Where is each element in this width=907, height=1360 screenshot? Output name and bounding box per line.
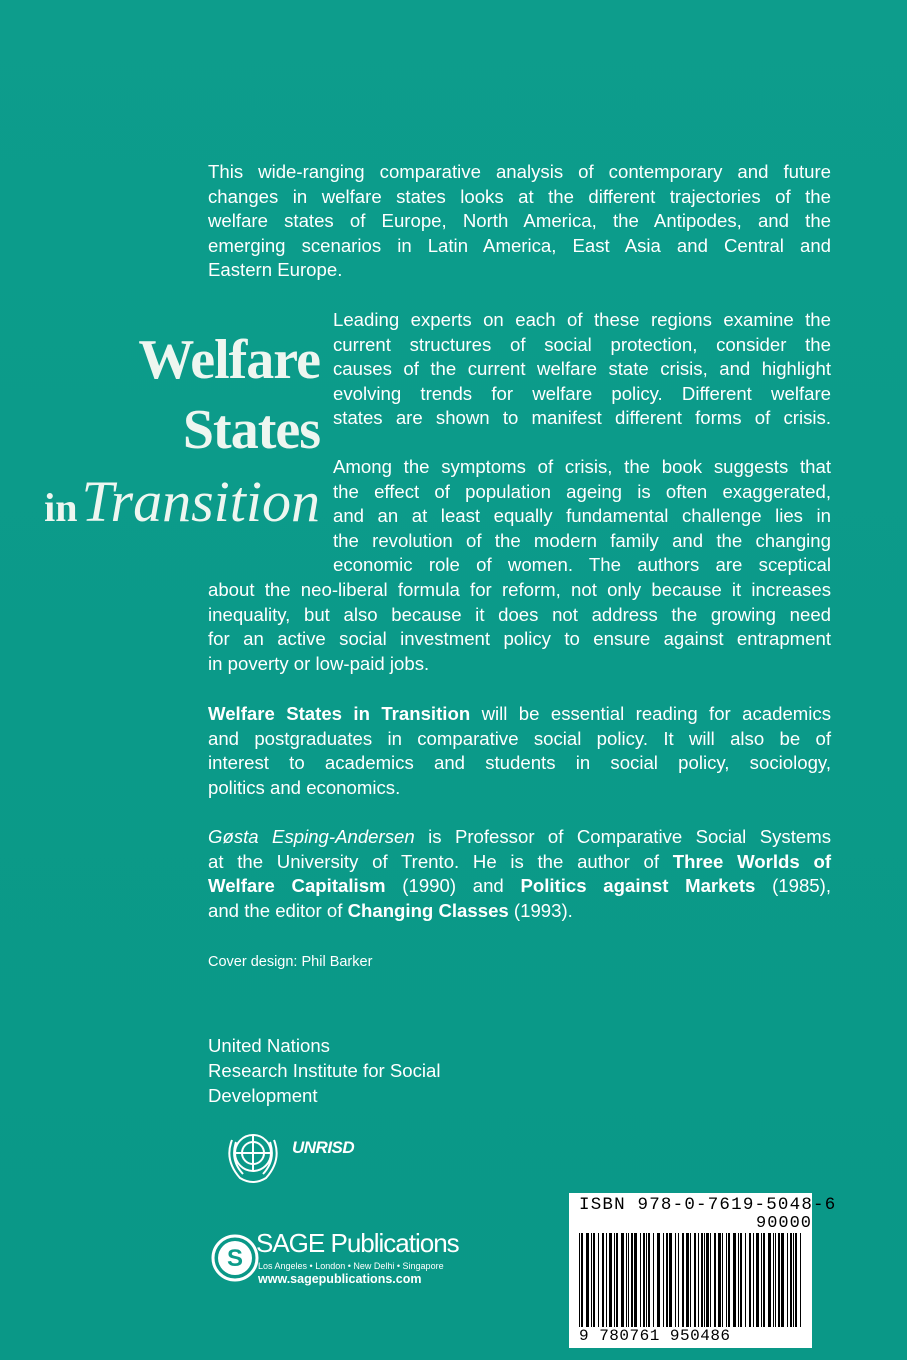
barcode-bar: [756, 1233, 759, 1327]
barcode-bar: [790, 1233, 792, 1327]
barcode-bar: [616, 1233, 618, 1327]
text-line: Development: [208, 1085, 318, 1106]
text-line: and postgraduates in comparative social policy. It will also be of: [208, 727, 831, 749]
barcode-bar: [609, 1233, 612, 1327]
text-line: Eastern Europe.: [208, 259, 343, 281]
text-line: evolving trends for welfare policy. Different welfare: [333, 382, 831, 404]
text-line: emerging scenarios in Latin America, East Asia and Central and: [208, 234, 831, 256]
price-addon: 90000: [756, 1214, 813, 1233]
barcode-bar: [698, 1233, 699, 1327]
sage-mark-letter: S: [226, 1245, 244, 1272]
blurb-paragraph-2: [333, 308, 831, 431]
barcode-bar: [678, 1233, 679, 1327]
text-line: economic role of women. The authors are sceptical: [333, 554, 831, 576]
book-title-bold: Welfare Capitalism: [208, 875, 386, 897]
barcode-bar: [669, 1233, 672, 1327]
title-transition: Transition: [81, 469, 320, 534]
barcode-bar: [701, 1233, 703, 1327]
blurb-paragraph-4: [208, 702, 831, 800]
book-title-bold: Changing Classes: [347, 899, 509, 921]
barcode-bar: [675, 1233, 676, 1327]
barcode-bar: [614, 1233, 615, 1327]
text-line: Leading experts on each of these regions examine the: [333, 309, 831, 330]
barcode-bar: [648, 1233, 650, 1327]
barcode-bars: [579, 1233, 803, 1329]
barcode-bar: [666, 1233, 668, 1327]
barcode-bar: [714, 1233, 716, 1327]
text-line: states are shown to manifest different forms of crisis.: [333, 407, 831, 429]
barcode-bar: [800, 1233, 801, 1327]
barcode-bar: [763, 1233, 765, 1327]
barcode-bar: [749, 1233, 751, 1327]
author-bio: [208, 825, 831, 923]
barcode-bar: [602, 1233, 604, 1327]
book-title-bold: Welfare States in Transition: [208, 703, 471, 724]
barcode-bar: [704, 1233, 705, 1327]
author-name: Gøsta Esping-Andersen: [208, 826, 415, 847]
sage-logo-icon: [210, 1233, 260, 1283]
title-in: in: [44, 485, 78, 530]
barcode-bar: [694, 1233, 696, 1327]
barcode-bar: [643, 1233, 645, 1327]
text-line: [208, 702, 831, 727]
barcode-bar: [795, 1233, 797, 1327]
text-line: inequality, but also because it does not address the growing need: [208, 603, 831, 625]
isbn-text: ISBN 978-0-7619-5048-6: [579, 1195, 837, 1215]
text-line: interest to academics and students in social policy, sociology,: [208, 752, 831, 774]
barcode-bar: [646, 1233, 647, 1327]
barcode-bar: [773, 1233, 774, 1327]
barcode-bar: [598, 1233, 599, 1327]
barcode-bar: [793, 1233, 794, 1327]
barcode-bar: [710, 1233, 711, 1327]
barcode-bar: [593, 1233, 595, 1327]
barcode-bar: [591, 1233, 592, 1327]
barcode-bar: [778, 1233, 780, 1327]
ean-digits: 9 780761 950486: [579, 1327, 731, 1345]
text-line: [208, 825, 831, 850]
unrisd-logo: UNRISD: [292, 1138, 355, 1157]
barcode-bar: [690, 1233, 691, 1327]
text-line: current structures of social protection, consider the: [333, 333, 831, 355]
text-line: Research Institute for Social: [208, 1060, 441, 1081]
barcode-bar: [733, 1233, 736, 1327]
barcode-bar: [728, 1233, 730, 1327]
text-fragment: will be essential reading for academics: [470, 703, 832, 724]
barcode-bar: [682, 1233, 684, 1327]
text-fragment: (1985),: [755, 875, 832, 897]
barcode-bar: [768, 1233, 771, 1327]
barcode-bar: [663, 1233, 664, 1327]
text-line: changes in welfare states looks at the different trajectories of the: [208, 185, 831, 207]
text-fragment: is Professor of Comparative Social Systems: [414, 826, 831, 847]
title-line-3: [30, 465, 320, 554]
barcode-bar: [718, 1233, 721, 1327]
barcode-bar: [626, 1233, 627, 1327]
text-line: [208, 850, 831, 875]
blurb-paragraph-3-bottom: [208, 578, 831, 676]
barcode-bar: [653, 1233, 654, 1327]
barcode-bar: [781, 1233, 784, 1327]
text-line: Among the symptoms of crisis, the book suggests that: [333, 456, 831, 477]
isbn-barcode: [569, 1193, 837, 1348]
barcode-bar: [775, 1233, 776, 1327]
book-title-bold: Politics against Markets: [520, 875, 756, 897]
text-fragment: and the editor of: [208, 899, 348, 921]
barcode-bar: [753, 1233, 754, 1327]
barcode-bar: [761, 1233, 762, 1327]
blurb-paragraph-1: [208, 160, 831, 283]
text-line: politics and economics.: [208, 776, 401, 798]
barcode-bar: [581, 1233, 583, 1327]
text-line: welfare states of Europe, North America, the Antipodes, and the: [208, 210, 831, 232]
barcode-bar: [586, 1233, 589, 1327]
text-fragment: (1993).: [508, 899, 573, 921]
barcode-bar: [606, 1233, 607, 1327]
text-line: and an at least equally fundamental challenge lies in: [333, 505, 831, 527]
barcode-bar: [722, 1233, 723, 1327]
publisher-name: SAGE Publications: [256, 1228, 459, 1258]
barcode-bar: [740, 1233, 742, 1327]
barcode-bar: [706, 1233, 709, 1327]
text-line: United Nations: [208, 1035, 330, 1056]
text-line: in poverty or low-paid jobs.: [208, 652, 430, 674]
barcode-bar: [621, 1233, 624, 1327]
barcode-bar: [657, 1233, 660, 1327]
barcode-bar: [640, 1233, 641, 1327]
book-title-bold: Three Worlds of: [672, 850, 832, 872]
text-line: about the neo-liberal formula for reform, not only because it increases: [208, 579, 831, 600]
text-line: causes of the current welfare state crisis, and highlight: [333, 358, 831, 380]
text-line: the effect of population ageing is often exaggerated,: [333, 480, 831, 502]
unrisd-name: [208, 1033, 441, 1108]
barcode-bar: [686, 1233, 689, 1327]
cover-design-credit: Cover design: Phil Barker: [208, 954, 373, 970]
title-line-2: States: [182, 399, 320, 461]
barcode-bar: [745, 1233, 746, 1327]
text-line: the revolution of the modern family and the changing: [333, 529, 831, 551]
text-fragment: at the University of Trento. He is the author of: [208, 850, 673, 872]
publisher-cities: Los Angeles • London • New Delhi • Singapore: [258, 1261, 444, 1271]
text-line: [208, 899, 831, 924]
un-emblem-icon: [218, 1120, 288, 1190]
text-line: [208, 874, 831, 899]
title-line-1: Welfare: [138, 329, 320, 391]
text-line: for an active social investment policy to ensure against entrapment: [208, 628, 831, 650]
book-title: [30, 325, 320, 554]
barcode-bar: [726, 1233, 727, 1327]
text-fragment: (1990) and: [385, 875, 521, 897]
barcode-bar: [738, 1233, 739, 1327]
barcode-bar: [579, 1233, 580, 1327]
blurb-paragraph-3-top: [333, 455, 831, 578]
barcode-bar: [634, 1233, 637, 1327]
barcode-bar: [787, 1233, 788, 1327]
text-line: This wide-ranging comparative analysis of contemporary and future: [208, 161, 831, 182]
barcode-bar: [631, 1233, 633, 1327]
barcode-bar: [628, 1233, 629, 1327]
publisher-url: www.sagepublications.com: [258, 1272, 422, 1286]
